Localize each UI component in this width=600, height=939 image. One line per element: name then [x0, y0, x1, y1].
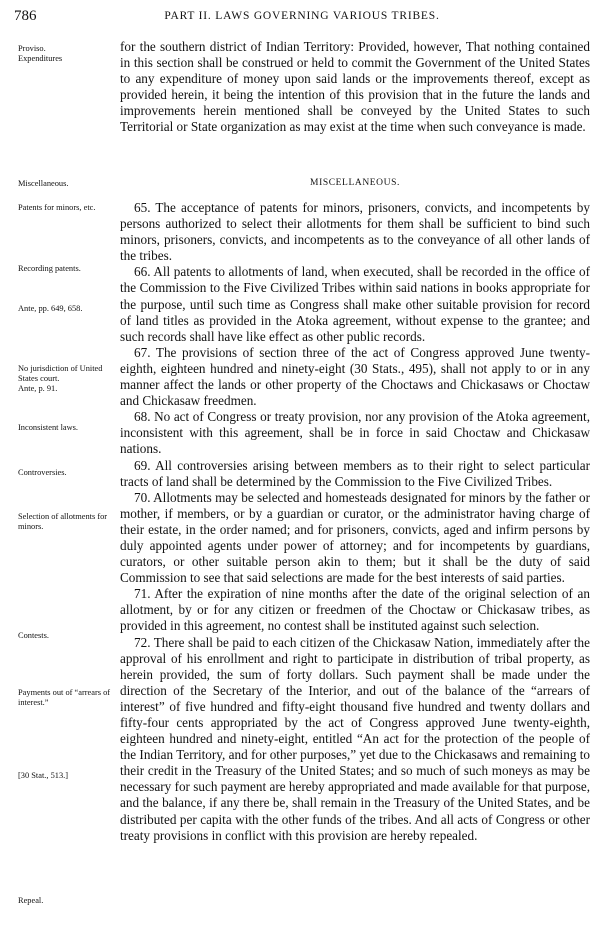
paragraph-71: 71. After the expiration of nine months after the date of the original selection of an allotment, by or for any citizen or freedmen of the Choctaw or Chickasaw tribes, as provided in this agreement, no contest shall be instituted against such selection.: [120, 586, 590, 634]
margin-note-payments: Payments out of “arrears of interest.”: [18, 688, 111, 707]
margin-note-controversies: Controversies.: [18, 468, 67, 477]
paragraph-proviso-continuation: for the southern district of Indian Territory: Provided, however, That nothing contained in this section shall be construed or held to commit the Government of the United States to any expenditure of money upon said lands or the improvements thereof, except as provided herein, it being the intention of this provision that in the future the lands and improvements herein mentioned shall be conveyed by the United States to such Territorial or State organization as may exist at the time when such conveyance is made.: [120, 39, 590, 135]
running-head: PART II. LAWS GOVERNING VARIOUS TRIBES.: [164, 10, 440, 22]
paragraph-69: 69. All controversies arising between members as to their right to select particular tracts of land shall be determined by the Commission to the Five Civilized Tribes.: [120, 457, 590, 489]
margin-note-patents-for-minors: Patents for minors, etc.: [18, 203, 96, 212]
margin-note-recording-patents: Recording patents.: [18, 264, 81, 273]
paragraph-72: 72. There shall be paid to each citizen of the Chickasaw Nation, immediately after the approval of his enrollment and right to participate in distribution of tribal property, as herein provided, the sum of forty dollars. Such payment shall be made under the direction of the Secretary of the Interior, and out of the balance of the “arrears of interest” of five hundred and fifty-eight thousand five hundred and twenty dollars and fifty-four cents appropriated by the act of Congress approved June twenty-eighth, eighteen hundred and ninety-eight, entitled “An act for the protection of the people of the Indian Territory, and for other purposes,” yet due to the Chickasaws and remaining to their credit in the Treasury of the United States; and so much of such moneys as may be necessary for such payment are hereby appropriated and made available for that purpose, and the balance, if any there be, shall remain in the Treasury of the United States, and be distributed per capita with the other funds of the tribes. And all acts of Congress or other treaty provisions in conflict with this provision are hereby repealed.: [120, 634, 590, 843]
section-heading: MISCELLANEOUS.: [310, 178, 400, 188]
margin-note-inconsistent-laws: Inconsistent laws.: [18, 423, 79, 432]
paragraph-65: 65. The acceptance of patents for minors, prisoners, convicts, and incompetents by persons authorized to select their allotments for them shall be sufficient to bind such minors, prisoners, convicts, and incompetents as to the conveyance of all other lands of the tribes.: [120, 200, 590, 264]
paragraph-66: 66. All patents to allotments of land, when executed, shall be recorded in the office of the Commission to the Five Civilized Tribes within said nations in books appropriate for the purpose, until such time as Congress shall make other suitable provision for record of land titles as provided in the Atoka agreement, without expense to the grantee; and such records shall have like effect as other public records.: [120, 264, 590, 344]
page-number: 786: [14, 8, 37, 24]
margin-note-stat-513: [30 Stat., 513.]: [18, 771, 69, 780]
page-header: [14, 8, 590, 28]
margin-note-ante-649: Ante, pp. 649, 658.: [18, 304, 83, 313]
margin-note-contests: Contests.: [18, 631, 49, 640]
paragraph-68: 68. No act of Congress or treaty provision, nor any provision of the Atoka agreement, inconsistent with this agreement, shall be in force in said Choctaw and Chickasaw nations.: [120, 409, 590, 457]
margin-note-repeal: Repeal.: [18, 896, 44, 905]
paragraph-70: 70. Allotments may be selected and homesteads designated for minors by the father or mother, if members, or by a guardian or curator, or the administrator having charge of their estate, in the order named; and for prisoners, convicts, aged and infirm persons by duly appointed agents under power of attorney; and for incompetents by guardians, curators, or other suitable person akin to them; but it shall be the duty of said Commission to see that said selections are made for the best interests of said parties.: [120, 489, 590, 586]
paragraph-67: 67. The provisions of section three of the act of Congress approved June twenty-eighth, eighteen hundred and ninety-eight (30 Stats., 495), shall not apply to or in any manner affect the lands or other property of the Choctaws and Chickasaws or Choctaw and Chickasaw freedmen.: [120, 344, 590, 409]
margin-note-expenditures: Expenditures: [18, 54, 63, 63]
margin-note-no-jurisdiction: No jurisdiction of United States court.: [18, 364, 103, 383]
margin-note-proviso: Proviso.: [18, 44, 46, 53]
text-block-sections: [120, 200, 590, 844]
margin-note-ante-91: Ante, p. 91.: [18, 384, 58, 393]
margin-note-miscellaneous: Miscellaneous.: [18, 179, 69, 188]
margin-note-selection-allotments: Selection of allotments for minors.: [18, 512, 108, 531]
text-block-proviso: [120, 39, 590, 136]
